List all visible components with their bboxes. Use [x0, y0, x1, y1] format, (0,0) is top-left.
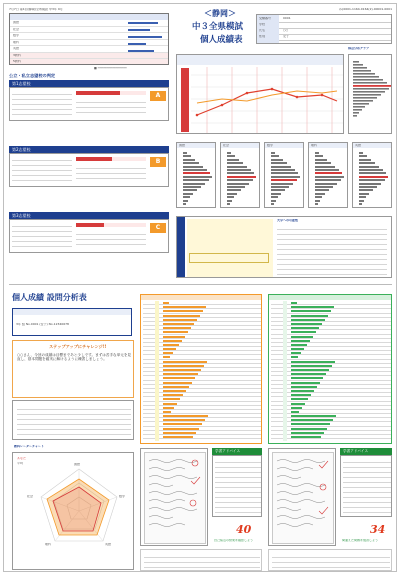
profile-label-1: 学校 — [259, 23, 266, 26]
subject-histogram — [352, 142, 392, 208]
radar-chart-box — [12, 452, 134, 570]
region-label: ＜静岡＞ — [204, 9, 236, 18]
legend-line: ■ ━━━━━━━━━━━━━━━━ — [94, 67, 127, 70]
student-info-box — [12, 308, 132, 336]
answer-handwriting-left — [145, 453, 206, 544]
subject-histogram — [264, 142, 304, 208]
subject-histogram-label: 国語 — [179, 144, 186, 147]
score-row — [10, 59, 169, 65]
score-row-subject: 数学 — [13, 34, 20, 37]
score-row-subject: 5教科 — [13, 60, 21, 63]
question-row — [271, 435, 391, 439]
score-right: 34 — [370, 523, 386, 536]
advice-panel-left — [212, 455, 262, 517]
note-right: 間違えた問題を復習しよう — [342, 539, 379, 542]
title-main: 中３全県模試 — [192, 22, 244, 32]
total-distribution-hist — [348, 54, 392, 134]
advice-panel-right — [340, 455, 392, 517]
school-card-3-grade: C — [150, 223, 166, 233]
school-section-title: 公立・私立志望校の判定 — [9, 73, 56, 78]
advice-title: ステップアップにチャレンジ!! — [49, 344, 107, 349]
advice-comment: ○○さん、今回の成績は目標まであと少しです。まずは苦手な単元を見直し、基本問題を確実に解けるように練習しましょう。 — [17, 353, 132, 362]
analysis-title: 個人成績 設問分析表 — [12, 293, 87, 302]
score-row-subject: 理科 — [13, 40, 20, 44]
radar-legend-avg: 平均 — [17, 462, 24, 465]
future-possibility-box — [176, 216, 392, 278]
subject-histogram — [176, 142, 216, 208]
school-card-1-label: 第1志望校 — [12, 81, 31, 86]
advice-head-left — [212, 448, 262, 455]
title-sub: 個人成績表 — [200, 35, 243, 45]
subject-histogram-label: 理科 — [311, 144, 318, 147]
trend-line-svg — [177, 55, 344, 134]
note-left: 自己採点の結果を確認しよう — [214, 539, 254, 542]
student-line: 3年 組 No.0001 (女子) No.12340678 — [16, 323, 69, 326]
future-title: 大学への可能性 — [277, 219, 299, 222]
advice-box — [12, 340, 134, 398]
score-row-subject: 3教科 — [13, 53, 21, 57]
answer-sheet-left — [140, 448, 208, 546]
subject-histogram-label: 数学 — [267, 144, 274, 147]
radar-axis-1: 数学 — [119, 495, 126, 498]
profile-value-3: 女子 — [283, 35, 290, 38]
distribution-title: 得点分布グラフ — [348, 47, 370, 50]
score-summary-table — [9, 13, 169, 65]
radar-axis-4: 社会 — [27, 495, 34, 498]
profile-label-3: 性別 — [259, 35, 266, 38]
radar-chart-svg — [13, 453, 134, 570]
radar-axis-0: 国語 — [74, 463, 81, 466]
memo-box — [12, 400, 134, 440]
doc-code: (L)0001-1164-0164(2)-00001-0001 — [339, 8, 392, 11]
profile-box — [256, 14, 392, 44]
note-box-right — [268, 549, 392, 571]
school-card-2-grade: B — [150, 157, 166, 167]
radar-title: 教科レーダーチャート — [14, 445, 44, 448]
score-row-subject: 国語 — [13, 21, 20, 24]
question-table-right — [268, 294, 392, 444]
total-hist-svg — [349, 55, 392, 134]
profile-label-0: 受験番号 — [259, 17, 272, 20]
school-card-2-label: 第2志望校 — [12, 147, 31, 152]
radar-axis-2: 英語 — [105, 543, 112, 546]
exam-info-line: 7月7日 第1回(静岡)全県模試 中3年 9月 — [9, 8, 63, 11]
subject-histogram — [220, 142, 260, 208]
trend-line-graph — [176, 54, 344, 134]
school-card-3-label: 第3志望校 — [12, 213, 31, 218]
answer-sheet-right — [268, 448, 336, 546]
subject-histogram-label: 社会 — [223, 144, 230, 147]
question-row — [143, 435, 261, 439]
school-card-1-grade: A — [150, 91, 166, 101]
subject-histogram-label: 英語 — [355, 144, 362, 147]
score-left: 40 — [236, 523, 252, 536]
advice-head-right — [340, 448, 392, 455]
profile-value-0: 0001 — [283, 17, 291, 20]
score-row-subject: 英語 — [13, 47, 20, 50]
profile-value-2: ○○ — [283, 29, 289, 32]
report-sheet — [3, 3, 397, 572]
score-row-subject: 社会 — [13, 27, 20, 31]
advice-head-right-label: 学習アドバイス — [343, 449, 369, 453]
subject-histogram — [308, 142, 348, 208]
note-box-left — [140, 549, 262, 571]
question-table-left — [140, 294, 262, 444]
radar-legend-you: あなた — [17, 457, 27, 460]
advice-head-left-label: 学習アドバイス — [215, 449, 241, 453]
radar-axis-3: 理科 — [45, 543, 52, 546]
profile-label-2: 氏名 — [259, 29, 266, 32]
answer-handwriting-right — [273, 453, 334, 544]
